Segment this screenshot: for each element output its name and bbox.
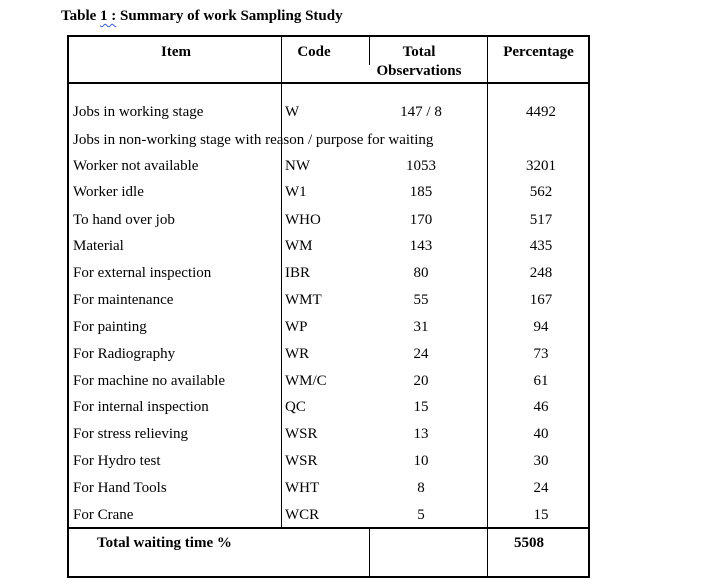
row-item: For Crane [73, 507, 134, 523]
row-observations: 5 [417, 507, 425, 523]
caption-text: Summary of work Sampling Study [116, 8, 343, 24]
row-percentage: 435 [529, 238, 553, 254]
row-item: Worker idle [73, 184, 144, 200]
row-item: Worker not available [73, 158, 199, 174]
table-row [69, 453, 588, 480]
table-row [69, 212, 588, 239]
row-observations: 147 / 8 [400, 104, 442, 120]
header-code: Code [297, 44, 331, 60]
table-row [69, 132, 588, 159]
column-divider-obs-bottom [369, 527, 370, 578]
row-item: For maintenance [73, 292, 174, 308]
row-item: For Hand Tools [73, 480, 167, 496]
row-code: QC [285, 399, 306, 415]
column-divider-obs-top [369, 37, 370, 65]
table-row [69, 104, 588, 131]
summary-table [67, 35, 590, 578]
table-row [69, 426, 588, 453]
total-value: 5508 [514, 535, 544, 551]
row-percentage: 4492 [526, 104, 556, 120]
row-observations: 80 [413, 265, 429, 281]
row-percentage: 94 [533, 319, 549, 335]
row-percentage: 40 [533, 426, 549, 442]
table-row [69, 292, 588, 319]
table-row [69, 265, 588, 292]
row-code: WMT [285, 292, 322, 308]
table-row [69, 238, 588, 265]
row-observations: 31 [413, 319, 429, 335]
row-observations: 8 [417, 480, 425, 496]
row-percentage: 46 [533, 399, 549, 415]
row-observations: 185 [409, 184, 433, 200]
row-code: WHT [285, 480, 320, 496]
row-percentage: 517 [529, 212, 553, 228]
row-observations: 10 [413, 453, 429, 469]
row-code: IBR [285, 265, 311, 281]
table-row [69, 480, 588, 507]
row-code: WM/C [285, 373, 327, 389]
row-code: WHO [285, 212, 321, 228]
row-observations: 13 [413, 426, 429, 442]
row-item: For stress relieving [73, 426, 188, 442]
table-caption [61, 8, 343, 25]
header-percentage: Percentage [503, 44, 574, 60]
row-item: For machine no available [73, 373, 226, 389]
row-section-label: Jobs in non-working stage with reason / purpose for waiting [73, 132, 434, 148]
row-item: For external inspection [73, 265, 212, 281]
table-row [69, 399, 588, 426]
row-percentage: 3201 [526, 158, 556, 174]
row-percentage: 562 [529, 184, 553, 200]
row-item: Jobs in working stage [73, 104, 204, 120]
row-observations: 55 [413, 292, 429, 308]
row-observations: 24 [413, 346, 429, 362]
row-item: For Hydro test [73, 453, 161, 469]
row-code: WR [285, 346, 310, 362]
table-row [69, 184, 588, 211]
table-row [69, 346, 588, 373]
row-percentage: 248 [529, 265, 553, 281]
table-row [69, 507, 588, 534]
row-percentage: 15 [533, 507, 549, 523]
row-observations: 20 [413, 373, 429, 389]
row-observations: 143 [409, 238, 433, 254]
row-item: Material [73, 238, 124, 254]
row-observations: 170 [409, 212, 433, 228]
table-row [69, 373, 588, 400]
row-observations: 15 [413, 399, 429, 415]
row-percentage: 61 [533, 373, 549, 389]
row-percentage: 167 [529, 292, 553, 308]
row-percentage: 24 [533, 480, 549, 496]
table-row [69, 158, 588, 185]
total-label: Total waiting time % [97, 535, 232, 551]
row-code: WM [285, 238, 313, 254]
row-code: W [285, 104, 300, 120]
row-code: WP [285, 319, 308, 335]
row-percentage: 73 [533, 346, 549, 362]
row-code: WSR [285, 426, 318, 442]
row-item: For Radiography [73, 346, 176, 362]
row-code: WSR [285, 453, 318, 469]
row-percentage: 30 [533, 453, 549, 469]
row-code: NW [285, 158, 310, 174]
header-observations: Total Observations [376, 44, 462, 79]
row-observations: 1053 [406, 158, 436, 174]
header-divider [69, 82, 588, 84]
table-row [69, 319, 588, 346]
row-item: For painting [73, 319, 147, 335]
caption-number: 1 : [100, 8, 117, 24]
row-item: For internal inspection [73, 399, 209, 415]
row-item: To hand over job [73, 212, 175, 228]
caption-prefix: Table [61, 8, 101, 24]
header-item: Item [161, 44, 191, 60]
row-code: WCR [285, 507, 320, 523]
row-code: W1 [285, 184, 307, 200]
